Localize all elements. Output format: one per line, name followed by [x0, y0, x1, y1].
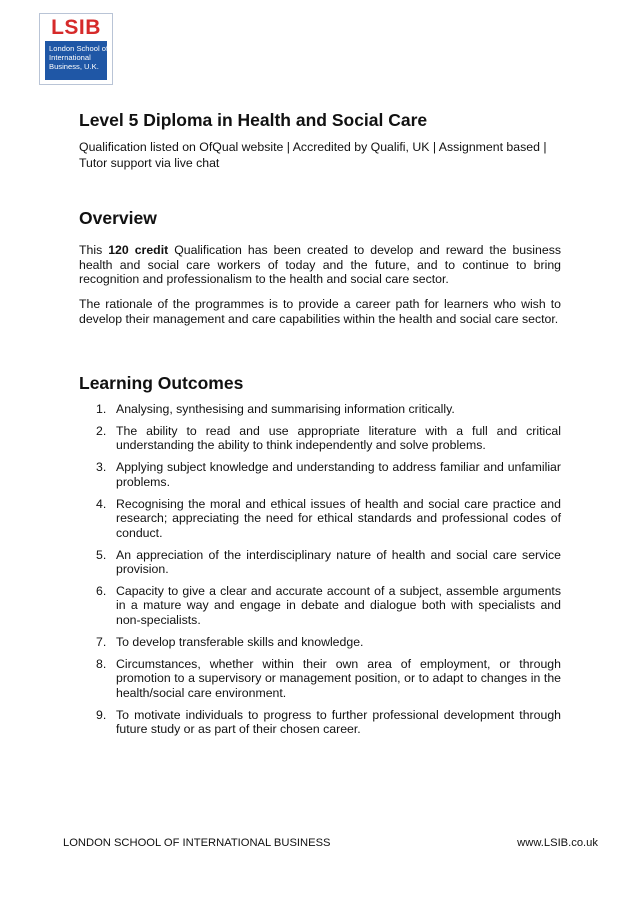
- list-text: Circumstances, whether within their own area of employment, or through promotion to a supervisory or management position, or to adapt to changes in the health/social care environment.: [116, 656, 561, 700]
- list-text: An appreciation of the interdisciplinary nature of health and social care service provision.: [116, 547, 561, 577]
- page-title: Level 5 Diploma in Health and Social Care: [79, 110, 428, 130]
- logo-line-2: International: [49, 53, 91, 63]
- credit-highlight: 120 credit: [108, 243, 169, 257]
- list-number: 9.: [96, 707, 107, 722]
- list-text: Capacity to give a clear and accurate account of a subject, assemble arguments in a mature way and engage in debate and dialogue both with specialists and non-specialists.: [116, 583, 561, 627]
- list-item: [96, 497, 561, 541]
- logo-line-3: Business, U.K.: [49, 62, 99, 72]
- list-number: 4.: [96, 496, 107, 511]
- list-text: Recognising the moral and ethical issues of health and social care practice and research; appreciating the need for ethical standards and professional codes of conduct.: [116, 496, 561, 540]
- list-number: 5.: [96, 547, 107, 562]
- list-item: [96, 584, 561, 628]
- para1-after: Qualification has been created to develop and reward the business health and social care workers of today and the future, and to continue to bring recognition and professionalism to the health and social care sector.: [79, 243, 562, 286]
- logo-line-1: London School of: [49, 44, 109, 53]
- list-number: 1.: [96, 402, 107, 416]
- list-text: To develop transferable skills and knowledge.: [116, 634, 364, 649]
- overview-heading: Overview: [79, 208, 157, 228]
- list-number: 8.: [96, 656, 107, 671]
- list-item: [96, 424, 561, 453]
- list-item: [96, 635, 561, 650]
- list-number: 2.: [96, 423, 107, 438]
- logo-blue-panel: [45, 41, 107, 80]
- list-item: [96, 402, 561, 417]
- list-number: 3.: [96, 460, 107, 475]
- list-item: [96, 708, 561, 737]
- learning-outcomes-heading: Learning Outcomes: [79, 373, 244, 393]
- page-subtitle: Qualification listed on OfQual website | Accredited by Qualifi, UK | Assignment based | Tutor support via live chat: [79, 140, 547, 170]
- overview-paragraph-1: [79, 243, 561, 287]
- footer-website-link[interactable]: www.LSIB.co.uk: [517, 837, 598, 849]
- list-text: The ability to read and use appropriate literature with a full and critical understanding the ability to think independently and solve problems.: [116, 423, 561, 453]
- list-number: 6.: [96, 583, 107, 598]
- list-text: Applying subject knowledge and understanding to address familiar and unfamiliar problems.: [116, 460, 561, 489]
- list-item: [96, 657, 561, 701]
- overview-paragraph-2: The rationale of the programmes is to provide a career path for learners who wish to develop their management and care capabilities within the health and social care sector.: [79, 297, 561, 326]
- list-text: Analysing, synthesising and summarising information critically.: [116, 402, 455, 416]
- logo-wordmark: LSIB: [51, 16, 101, 39]
- para1-before: This: [79, 243, 109, 257]
- list-text: To motivate individuals to progress to further professional development through future study or as part of their chosen career.: [116, 707, 561, 737]
- list-number: 7.: [96, 634, 107, 649]
- list-item: [96, 548, 561, 577]
- learning-outcomes-list: [96, 402, 561, 744]
- lsib-logo: [39, 13, 113, 85]
- list-item: [96, 460, 561, 489]
- footer-school-name: LONDON SCHOOL OF INTERNATIONAL BUSINESS: [63, 837, 331, 849]
